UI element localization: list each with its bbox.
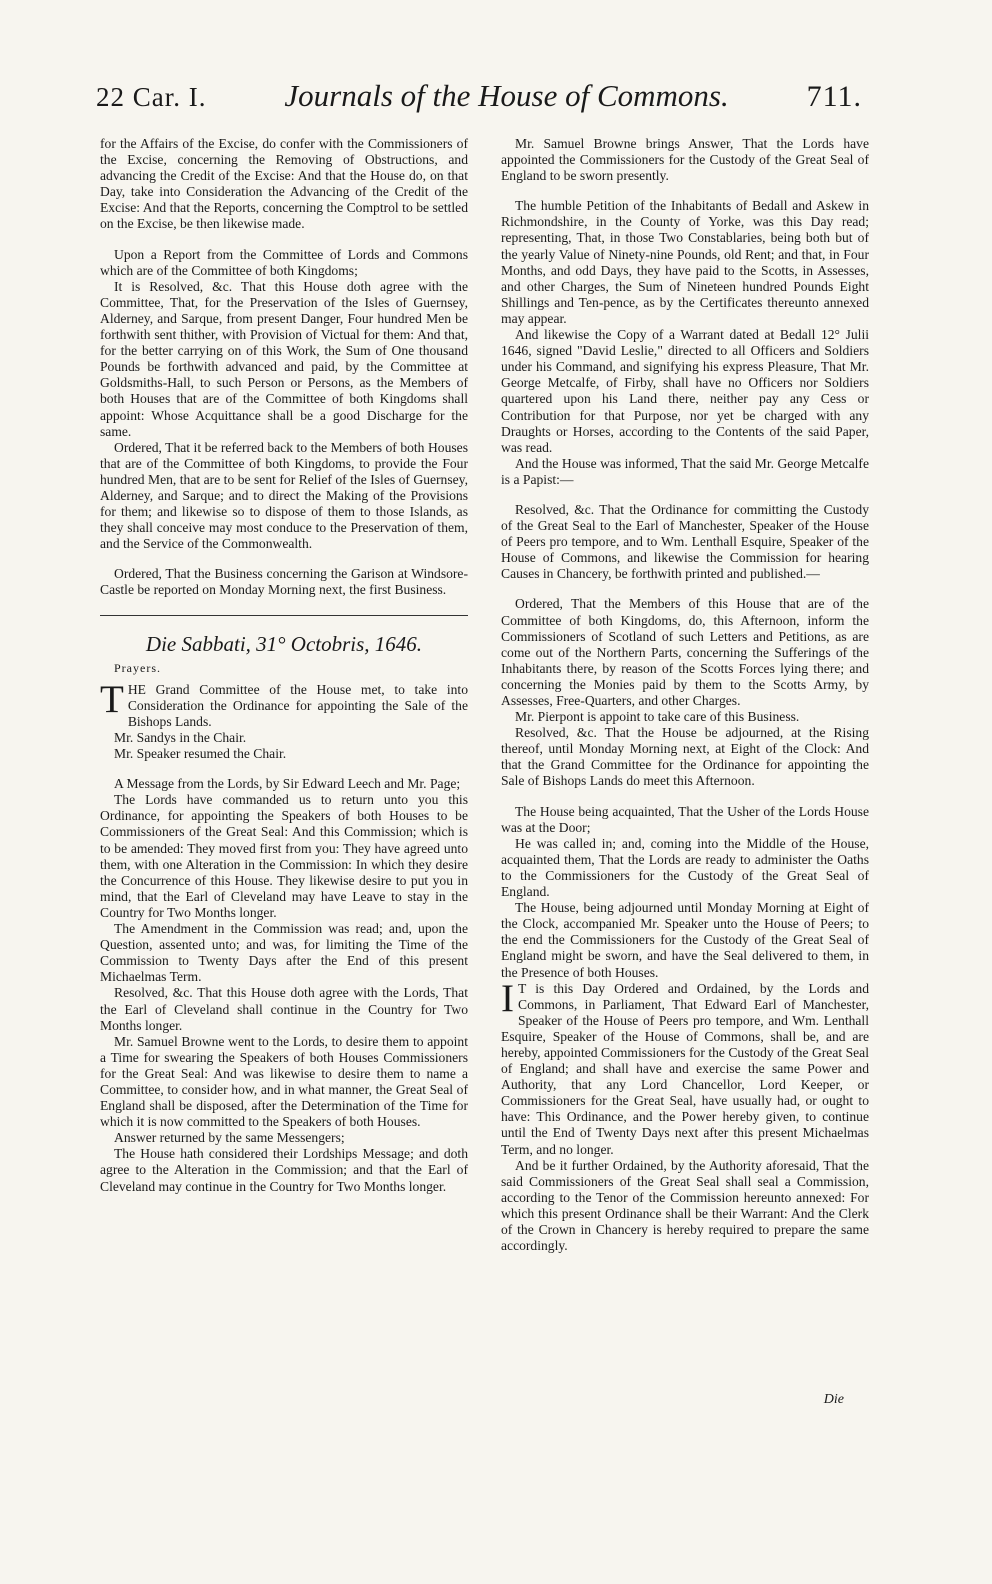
- journal-title: Journals of the House of Commons.: [284, 78, 729, 113]
- paragraph: Mr. Samuel Browne went to the Lords, to desire them to appoint a Time for swearing the Speakers of both Houses Commissioners for the Great Seal: And was likewise to desire them to name a Committee, to consider how, and in what manner, the Great Seal of England shall be disposed, after the Determination of the Time for which it is now committed to the Speakers of both Houses.: [100, 1033, 468, 1130]
- bottom-margin: [0, 1434, 992, 1584]
- paragraph: Mr. Samuel Browne brings Answer, That the Lords have appointed the Commissioners for the Custody of the Great Seal of England to be sworn presently.: [501, 136, 869, 184]
- paragraph: Ordered, That it be referred back to the Members of both Houses that are of the Committee of both Kingdoms, to provide the Four hundred Men, that are to be sent for Relief of the Isles of Guernsey, Alderney, and Sarque; and to direct the Making of the Provisions for them; and likewise so to dispose of them to those Islands, as they shall conceive may most conduce to the Preservation of them, and the Service of the Commonwealth.: [100, 439, 468, 552]
- paragraph: [501, 976, 869, 1158]
- paragraph: Answer returned by the same Messengers;: [114, 1130, 345, 1146]
- paragraph: The humble Petition of the Inhabitants of Bedall and Askew in Richmondshire, in the County of Yorke, was this Day read; representing, That, in those Two Constablaries, being both but of the yearly Value of Ninety-nine Pounds, old Rent; and that, in Four Months, and odd Days, they have paid to the Scotts, in Assesses, and other Charges, the Sum of Nineteen hundred Pounds Eight Shillings and Ten-pence, as by the Certificates thereunto annexed may appear.: [501, 198, 869, 326]
- paragraph: Ordered, That the Members of this House that are of the Committee of both Kingdoms, do, this Afternoon, inform the Commissioners of Scotland of such Letters and Petitions, as are come out of the Northern Parts, concerning the Sufferings of the Inhabitants there, by reason of the Scotts Forces lying there; and concerning the Monies paid by them to the Scotts Army, by Assesses, Free-Quarters, and other Charges.: [501, 596, 869, 708]
- paragraph: Resolved, &c. That the House be adjourned, at the Rising thereof, until Monday Morning next, at Eight of the Clock: And that the Grand Committee for the Ordinance for appointing the Sale of Bishops Lands do meet this Afternoon.: [501, 725, 869, 789]
- paragraph: Resolved, &c. That the Ordinance for committing the Custody of the Great Seal to the Earl of Manchester, Speaker of the House of Peers pro tempore, and to Wm. Lenthall Esquire, Speaker of the House of Commons, and likewise the Commission for hearing Causes in Chancery, be forthwith printed and published.—: [501, 501, 869, 582]
- prayers-label: Prayers.: [114, 660, 161, 675]
- paragraph: The House, being adjourned until Monday Morning at Eight of the Clock, accompanied Mr. Speaker unto the House of Peers; to the end the Commissioners for the Custody of the Great Seal of England might be sworn, and have the Seal delivered to them, in the Presence of both Houses.: [501, 900, 869, 980]
- paragraph: And likewise the Copy of a Warrant dated at Bedall 12° Julii 1646, signed "David Leslie," directed to all Officers and Soldiers under his Command, and signifying his express Pleasure, That Mr. George Metcalfe, of Firby, shall have no Officers nor Soldiers quartered upon his Land there, neither pay any Cess or Contribution for that Purpose, nor yet be charged with any Draughts or Horses, according to the Contents of the said Paper, was read.: [501, 327, 869, 455]
- paragraph: Upon a Report from the Committee of Lords and Commons which are of the Committee of both Kingdoms;: [100, 246, 468, 278]
- paragraph: Mr. Sandys in the Chair.: [114, 730, 247, 745]
- paragraph: Mr. Speaker resumed the Chair.: [114, 746, 287, 762]
- page-header: [96, 78, 862, 128]
- paragraph-text: HE Grand Committee of the House met, to take into Consideration the Ordinance for appointing the Sale of the Bishops Lands.: [127, 681, 468, 729]
- paragraph: Resolved, &c. That this House doth agree with the Lords, That the Earl of Cleveland shall continue in the Country for Two Months longer.: [100, 985, 468, 1033]
- drop-capital: T: [100, 677, 124, 721]
- paragraph: The Amendment in the Commission was read; and, upon the Question, assented unto; and was, for limiting the Time of the Commission to Twenty Days after the End of this present Michaelmas Term.: [100, 921, 468, 985]
- paragraph: Mr. Pierpont is appoint to take care of this Business.: [515, 709, 800, 725]
- day-heading: Die Sabbati, 31° Octobris, 1646.: [145, 631, 423, 656]
- paragraph: The House hath considered their Lordships Message; and doth agree to the Alteration in the Commission; and that the Earl of Cleveland may continue in the Country for Two Months longer.: [100, 1146, 468, 1194]
- paragraph: A Message from the Lords, by Sir Edward Leech and Mr. Page;: [114, 776, 461, 792]
- right-column: [501, 136, 869, 1254]
- page-number: 711.: [806, 80, 862, 113]
- paragraph: for the Affairs of the Excise, do confer with the Commissioners of the Excise, concerning the Removing of Obstructions, and advancing the Credit of the Excise: And that the House do, on that Day, take into Consideration the Advancing of the Credit of the Excise: And that the Reports, concerning the Comptrol to be settled on the Excise, be then likewise made.: [100, 136, 468, 232]
- section-divider: [100, 615, 468, 616]
- reign-label: 22 Car. I.: [96, 82, 207, 112]
- paragraph: And the House was informed, That the said Mr. George Metcalfe is a Papist:—: [501, 455, 869, 487]
- paragraph: And be it further Ordained, by the Authority aforesaid, That the said Commissioners of the Great Seal shall seal a Commission, according to the Tenor of the Commission hereunto annexed: For which this present Ordinance shall be their Warrant: And the Clerk of the Crown in Chancery is hereby required to prepare the same accordingly.: [501, 1157, 869, 1254]
- paragraph: He was called in; and, coming into the Middle of the House, acquainted them, That the Lords are ready to administer the Oaths to the Commissioners for the Custody of the Great Seal of England.: [501, 835, 869, 900]
- paragraph: The Lords have commanded us to return unto you this Ordinance, for appointing the Speakers of both Houses to be Commissioners of the Great Seal: And this Commission; which is to be amended: They moved first from you: They have agreed unto them, with one Alteration in the Commission: In which they desire the Concurrence of this House. They likewise desire to put you in mind, that the Earl of Cleveland may have Leave to stay in the Country for Two Months longer.: [100, 792, 468, 920]
- paragraph: The House being acquainted, That the Usher of the Lords House was at the Door;: [501, 803, 869, 835]
- paragraph: [100, 677, 468, 730]
- catchword: Die: [823, 1392, 844, 1407]
- drop-capital: I: [501, 976, 514, 1020]
- paragraph: Ordered, That the Business concerning the Garison at Windsore-Castle be reported on Monday Morning next, the first Business.: [100, 566, 468, 598]
- left-column: [100, 136, 468, 1195]
- paragraph: It is Resolved, &c. That this House doth agree with the Committee, That, for the Preservation of the Isles of Guernsey, Alderney, and Sarque, from present Danger, Four hundred Men be forthwith sent thither, with Provision of Victual for them: And that, for the better carrying on of this Work, the Sum of One thousand Pounds be forthwith advanced and paid, by the Committee at Goldsmiths-Hall, to such Person or Persons, as the Members of both Houses that are of the Committee of both Kingdoms shall appoint: Whose Acquittance shall be a good Discharge for the same.: [100, 278, 468, 439]
- paragraph-text: T is this Day Ordered and Ordained, by the Lords and Commons, in Parliament, That Edward Earl of Manchester, Speaker of the House of Peers pro tempore, and Wm. Lenthall Esquire, Speaker of the House of Commons, shall be, and are hereby, appointed Commissioners for the Custody of the Great Seal of England; and shall have and exercise the same Power and Authority, that any Lord Chancellor, Lord Keeper, or Commissioners for the Great Seal, have usually had, or ought to have: This Ordinance, and the Power hereby given, to continue until the End of Twenty Days next after this present Michaelmas Term, and no longer.: [501, 980, 869, 1157]
